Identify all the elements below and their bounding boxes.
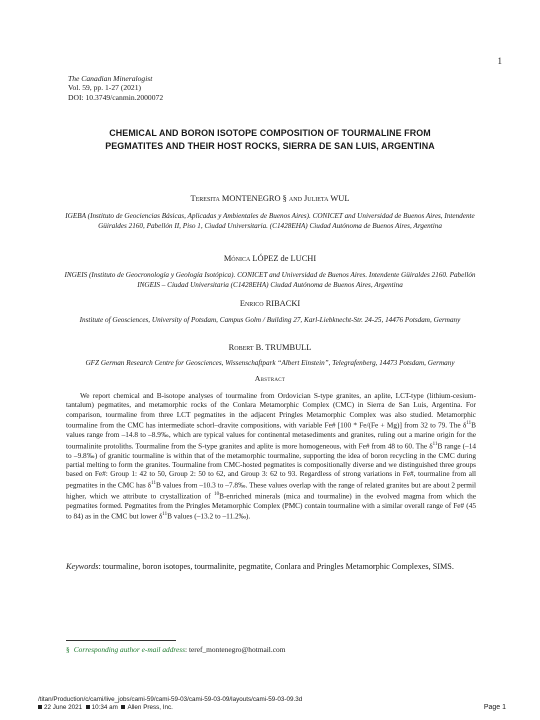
author-given-name: Julieta	[304, 194, 329, 203]
slug-time: 10:34 am	[91, 703, 118, 711]
author-conjunction: and	[286, 194, 304, 203]
journal-name: The Canadian Mineralogist	[68, 74, 153, 83]
author-family-name: LÓPEZ de LUCHI	[252, 254, 317, 263]
square-bullet-icon	[38, 705, 42, 709]
square-bullet-icon	[86, 705, 90, 709]
affiliation: IGEBA (Instituto de Geociencias Básicas, Aplicadas y Ambientales de Buenos Aires). CONICET and Universidad de Buenos Aires, Intendente Güiraldes 2160, Pabellón II, Piso 1, Ciudad Universitaria. (C1428EHA) Ciudad Autónoma de Buenos Aires, Argentina	[65, 212, 475, 231]
production-slug	[38, 696, 508, 711]
journal-volume: Vol. 59, pp. 1-27 (2021)	[68, 83, 142, 93]
author-given-name: Robert B.	[228, 343, 264, 352]
author-line	[60, 254, 480, 263]
author-line	[60, 194, 480, 203]
footnote-mark: §	[66, 645, 70, 654]
author-line	[60, 343, 480, 352]
author-given-name: Enrico	[239, 299, 264, 308]
slug-path: /titan/Production/c/cami/live_jobs/cami-59/cami-59-03/cami-59-03-09/layouts/cami-59-03-09.3d	[38, 696, 303, 703]
title-line: PEGMATITES AND THEIR HOST ROCKS, SIERRA DE SAN LUIS, ARGENTINA	[105, 140, 435, 151]
corresponding-mark: §	[280, 194, 287, 203]
footnote-divider	[66, 640, 176, 641]
keywords-label: Keywords	[66, 562, 99, 571]
affiliation: INGEIS (Instituto de Geocronología y Geología Isotópica). CONICET and Universidad de Buenos Aires. Intendente Güiraldes 2160. Pabellón INGEIS – Ciudad Universitaria (C1428EHA) Ciudad Autónoma de Buenos Aires, Argentina	[64, 271, 476, 290]
square-bullet-icon	[121, 705, 125, 709]
abstract-text: We report chemical and B-isotope analyses of tourmaline from Ordovician S-type granites, an aplite, LCT-type (lithium-cesium-tantalum) pegmatites, and metamorphic rocks of the Conlara Metamorphic Complex (CMC) in Sierra de San Luis, Argentina. For comparison, tourmaline from three LCT pegmatites in the adjacent Pringles Metamorphic Complex was also studied. Metamorphic tourmaline from the CMC has intermediate schorl–dravite compositions, with variable Fe# [100 * Fe/(Fe + Mg)] from 32 to 79. The $\delta^{11}B$ values range from –14.8 to –8.9‰, which are typical values for continental metasediments and granites, ruling out a marine origin for the tourmalinite protoliths. Tourmaline from the S-type granites and aplite is more homogeneous, with Fe# from 48 to 60. The $\delta^{11}B$ range (–14 to –9.8‰) of granitic tourmaline is within that of the metamorphic tourmaline, supporting the idea of boron recycling in the CMC during partial melting to form the granites. Tourmaline from CMC-hosted pegmatites is compositionally diverse and we distinguished three groups based on Fe#: Group 1: 42 to 50, Group 2: 50 to 62, and Group 3: 62 to 93. Regardless of strong variations in Fe#, tourmaline from all pegmatites in the CMC has $\delta^{11}B$ values from –10.3 to –7.8‰. These values overlap with the range of related granites but are about 2 permil higher, which we attribute to crystallization of $^{10}$B-enriched minerals (mica and tourmaline) in the evolved magma from which the pegmatites formed. Pegmatites from the Pringles Metamorphic Complex (PMC) contain tourmaline with a similar overall range of Fe# (45 to 84) as in the CMC but lower $\delta^{11}B$ values (–13.2 to –11.2‰).	[66, 391, 476, 521]
slug-page-number: Page 1	[483, 704, 506, 711]
author-family-name: WUL	[330, 194, 350, 203]
author-given-name: Teresita	[190, 194, 220, 203]
corresponding-author-label: Corresponding author e-mail address	[73, 645, 186, 654]
author-family-name: RIBACKI	[265, 299, 301, 308]
affiliation: Institute of Geosciences, University of Potsdam, Campus Golm / Building 27, Karl-Liebknecht-Str. 24-25, 14476 Potsdam, Germany	[79, 316, 461, 324]
author-given-name: Mónica	[223, 254, 251, 263]
abstract-heading: Abstract	[254, 374, 286, 383]
slug-publisher: Allen Press, Inc.	[127, 703, 173, 711]
keywords	[66, 561, 476, 572]
corresponding-author-email[interactable]: : teref_montenegro@hotmail.com	[185, 645, 286, 654]
title-line: CHEMICAL AND BORON ISOTOPE COMPOSITION OF TOURMALINE FROM	[109, 128, 431, 138]
author-family-name: TRUMBULL	[265, 343, 312, 352]
slug-date: 22 June 2021	[44, 703, 83, 711]
footnote	[66, 645, 285, 654]
author-line	[60, 299, 480, 308]
keywords-list: : tourmaline, boron isotopes, tourmalinite, pegmatite, Conlara and Pringles Metamorphic Complexes, SIMS.	[98, 562, 454, 571]
journal-citation	[68, 74, 163, 102]
page-number: 1	[497, 56, 502, 66]
paper-title	[60, 127, 480, 152]
author-family-name: MONTENEGRO	[221, 194, 281, 203]
journal-doi: DOI: 10.3749/canmin.2000072	[68, 92, 164, 102]
affiliation: GFZ German Research Centre for Geosciences, Wissenschaftpark “Albert Einstein”, Telegrafenberg, 14473 Potsdam, Germany	[85, 359, 455, 367]
